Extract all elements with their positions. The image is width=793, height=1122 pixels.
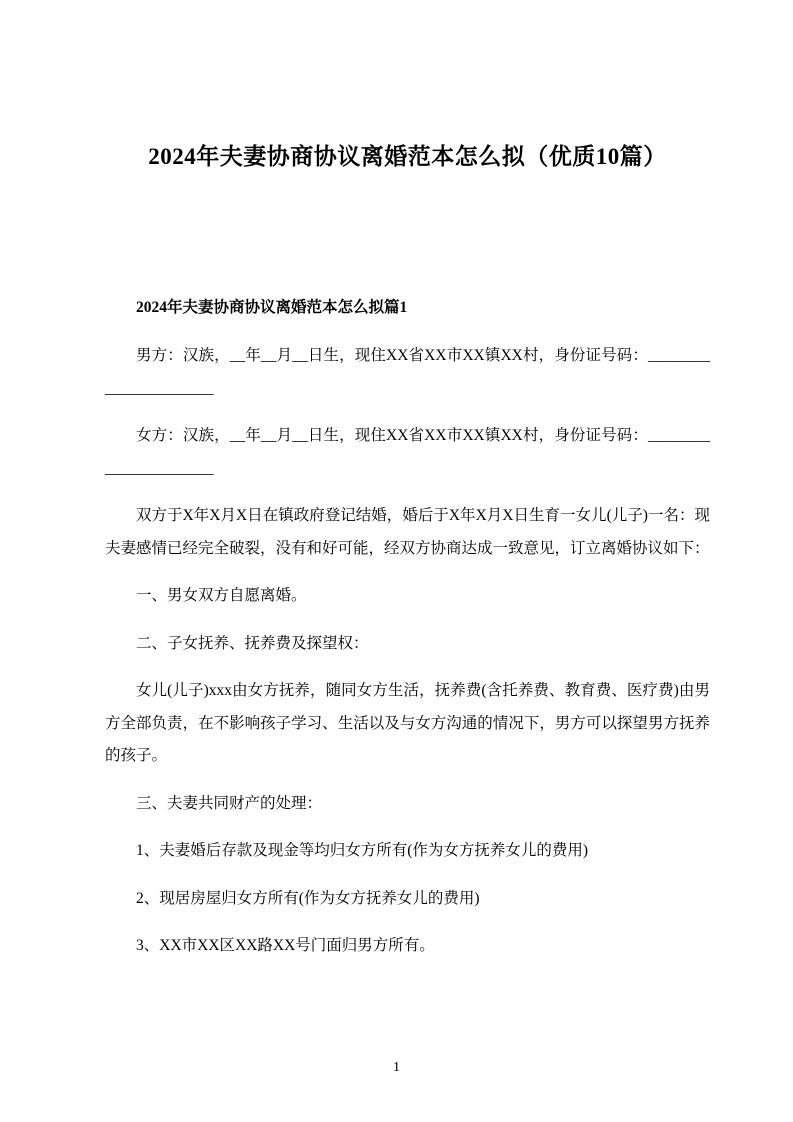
paragraph-property-item-1: 1、夫妻婚后存款及现金等均归女方所有(作为女方抚养女儿的费用) <box>136 842 589 860</box>
section-heading: 2024年夫妻协商协议离婚范本怎么拟篇1 <box>136 299 408 317</box>
paragraph-male-party: 男方：汉族，__年__月__日生，现住XX省XX市XX镇XX村，身份证号码：______________________ <box>105 347 710 397</box>
paragraph-clause-3: 三、夫妻共同财产的处理： <box>136 794 323 812</box>
paragraph-marriage-intro: 双方于X年X月X日在镇政府登记结婚，婚后于X年X月X日生育一女儿(儿子)一名：现夫妻感情已经完全破裂，没有和好可能，经双方协商达成一致意见，订立离婚协议如下： <box>105 507 710 557</box>
paragraph-custody-detail: 女儿(儿子)xxx由女方抚养，随同女方生活，抚养费(含托养费、教育费、医疗费)由男方全部负责，在不影响孩子学习、生活以及与女方沟通的情况下，男方可以探望男方抚养的孩子。 <box>105 682 710 765</box>
document-title: 2024年夫妻协商协议离婚范本怎么拟（优质10篇） <box>148 144 667 169</box>
paragraph-clause-2: 二、子女抚养、抚养费及探望权： <box>136 634 369 652</box>
paragraph-female-party: 女方：汉族，__年__月__日生，现住XX省XX市XX镇XX村，身份证号码：______________________ <box>105 427 710 477</box>
paragraph-clause-1: 一、男女双方自愿离婚。 <box>136 587 307 605</box>
page-number: 1 <box>393 1060 400 1075</box>
paragraph-property-item-2: 2、现居房屋归女方所有(作为女方抚养女儿的费用) <box>136 889 480 907</box>
paragraph-property-item-3: 3、XX市XX区XX路XX号门面归男方所有。 <box>136 937 435 955</box>
